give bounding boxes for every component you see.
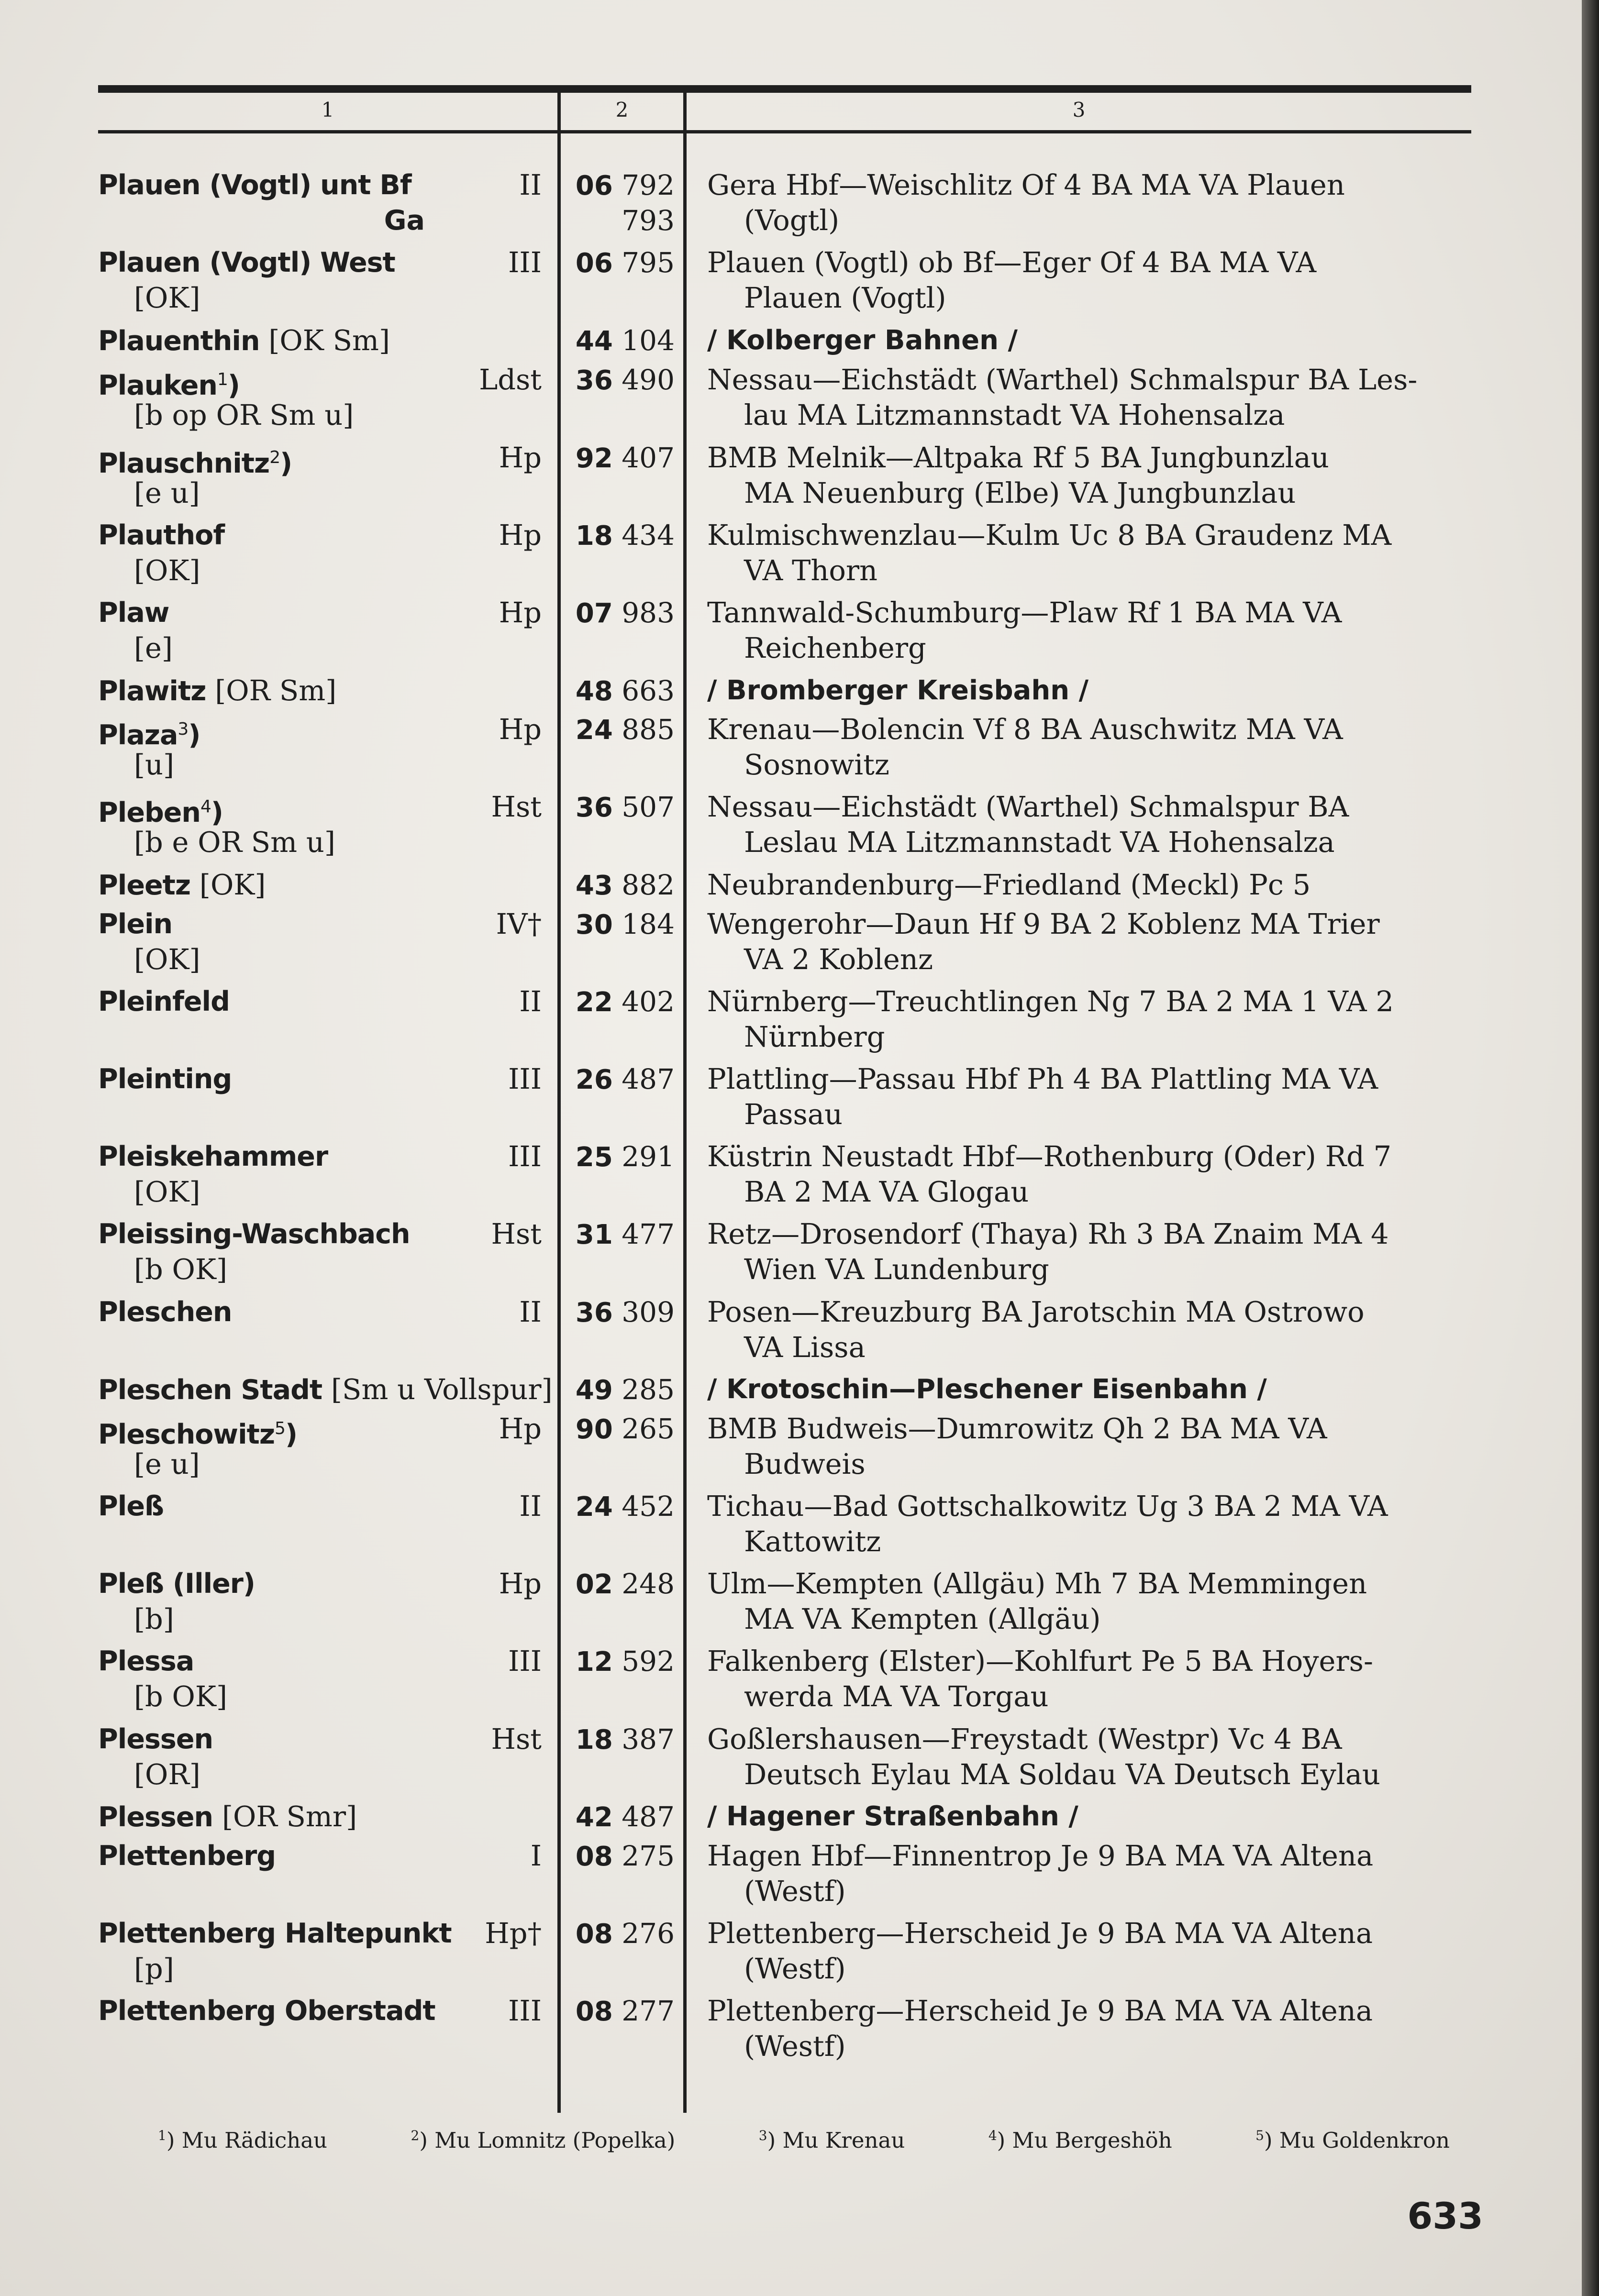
route-description-cont: Nürnberg [744, 1020, 885, 1053]
station-number-suffix: 452 [622, 1490, 675, 1523]
station-number-suffix: 795 [622, 246, 675, 279]
station-name [98, 673, 553, 709]
route-description: / Bromberger Kreisbahn / [707, 675, 1089, 706]
station-number [564, 712, 675, 748]
station-name-text: Plauen (Vogtl) unt Bf [98, 169, 411, 201]
route-description-cont: VA Lissa [744, 1331, 866, 1364]
station-number-prefix: 18 [575, 1724, 613, 1755]
station-number [564, 1799, 675, 1835]
footnote-item: $^5$) Mu Goldenkron [1255, 2128, 1450, 2153]
station-number-prefix: 07 [575, 598, 613, 629]
route-description-cont: (Vogtl) [744, 204, 840, 237]
station-remarks: [b OK] [134, 1680, 228, 1713]
route-description: Plauen (Vogtl) ob Bf—Eger Of 4 BA MA VA [707, 246, 1317, 279]
route-description: Krenau—Bolencin Vf 8 BA Auschwitz MA VA [707, 713, 1343, 746]
station-name-text: Plauen (Vogtl) West [98, 247, 395, 278]
station-remarks: [OK Sm] [268, 324, 390, 357]
route-description-cont: MA Neuenburg (Elbe) VA Jungbunzlau [744, 476, 1296, 509]
footnote-item: $^1$) Mu Rädichau [158, 2128, 328, 2153]
route-description-cont: MA VA Kempten (Allgäu) [744, 1602, 1101, 1635]
station-number-prefix: 24 [575, 1491, 613, 1523]
route-description-cont: Reichenberg [744, 631, 926, 664]
station-class: Hp [499, 519, 542, 552]
station-name [98, 323, 553, 359]
station-class: Hst [491, 790, 542, 823]
route-description: / Krotoschin—Pleschener Eisenbahn / [707, 1374, 1267, 1405]
footnote-text: Mu Goldenkron [1279, 2128, 1450, 2153]
route-description-cont: werda MA VA Torgau [744, 1680, 1049, 1713]
route-description-cont: VA 2 Koblenz [744, 943, 933, 976]
station-name: Plauken$^1$) [98, 370, 240, 401]
station-name-text: Plettenberg Haltepunkt [98, 1918, 452, 1949]
column-divider-2 [683, 92, 687, 2113]
station-class: I [530, 1839, 542, 1872]
station-number [564, 1139, 675, 1175]
station-number-suffix: 507 [622, 791, 675, 823]
station-number-suffix: 407 [622, 442, 675, 474]
station-number-suffix: 490 [622, 364, 675, 396]
station-remarks: [OR] [134, 1758, 200, 1791]
station-name-text: Plessa [98, 1645, 194, 1677]
route-description: Ulm—Kempten (Allgäu) Mh 7 BA Memmingen [707, 1567, 1367, 1600]
footnote-marker: 1 [217, 370, 228, 389]
station-number-suffix: 387 [622, 1723, 675, 1755]
station-number [564, 1993, 675, 2030]
station-name-text: Plauschnitz [98, 448, 270, 479]
station-name: Pleschowitz$^5$) [98, 1419, 298, 1450]
station-number-suffix: 487 [622, 1063, 675, 1095]
station-class: III [508, 1994, 542, 2027]
station-remarks: [b OK] [134, 1253, 228, 1286]
station-number-prefix: 31 [575, 1219, 613, 1250]
station-remarks: [OK] [134, 554, 200, 587]
station-remarks: [e] [134, 631, 173, 664]
station-number-alt: 793 [622, 204, 675, 237]
station-remarks: [e u] [134, 476, 200, 509]
station-remarks: [p] [134, 1952, 174, 1985]
station-name-text: Plawitz [98, 675, 206, 707]
station-number-prefix: 36 [575, 365, 613, 396]
station-number-prefix: 08 [575, 1919, 613, 1950]
route-description-cont: Leslau MA Litzmannstadt VA Hohensalza [744, 826, 1335, 859]
footnote-text: Mu Rädichau [181, 2128, 328, 2153]
station-name-text: Plaw [98, 597, 169, 629]
station-number [564, 323, 675, 359]
station-name-text: Pleissing-Waschbach [98, 1218, 410, 1250]
route-description-cont: Plauen (Vogtl) [744, 281, 946, 314]
station-number-prefix: 24 [575, 715, 613, 746]
station-number [564, 1294, 675, 1331]
station-name-text: Pleinfeld [98, 986, 230, 1017]
station-number [564, 1489, 675, 1525]
column-header-3: 3 [1072, 98, 1086, 121]
book-binding-edge [1582, 0, 1599, 2296]
station-number [564, 1722, 675, 1758]
route-description: BMB Budweis—Dumrowitz Qh 2 BA MA VA [707, 1412, 1327, 1445]
station-class: IV† [496, 907, 542, 940]
route-description: Tichau—Bad Gottschalkowitz Ug 3 BA 2 MA VA [707, 1490, 1388, 1523]
station-number-prefix: 43 [575, 870, 613, 901]
station-number [564, 1916, 675, 1952]
station-remarks: [OR Smr] [222, 1800, 357, 1833]
station-remarks: [b op OR Sm u] [134, 398, 354, 431]
station-number [564, 518, 675, 554]
footnotes [158, 2128, 1450, 2153]
route-description: Kulmischwenzlau—Kulm Uc 8 BA Graudenz MA [707, 519, 1392, 552]
station-class: II [519, 1490, 542, 1523]
station-number-suffix: 882 [622, 869, 675, 901]
route-description-cont: (Westf) [744, 1875, 846, 1908]
route-description: Retz—Drosendorf (Thaya) Rh 3 BA Znaim MA 4 [707, 1217, 1389, 1250]
route-description-cont: (Westf) [744, 2030, 846, 2063]
station-number-prefix: 36 [575, 1297, 613, 1328]
station-name: Plauschnitz$^2$) [98, 448, 292, 479]
station-remarks: [u] [134, 748, 175, 781]
station-number-prefix: 25 [575, 1142, 613, 1173]
footnote-item: $^4$) Mu Bergeshöh [988, 2128, 1172, 2153]
route-description-cont: Sosnowitz [744, 748, 889, 781]
column-divider-1 [557, 92, 561, 2113]
station-number-prefix: 12 [575, 1646, 613, 1678]
route-description-cont: VA Thorn [744, 554, 878, 587]
footnote-mark: 1 [158, 2128, 167, 2143]
station-number [564, 362, 675, 398]
route-description: Nessau—Eichstädt (Warthel) Schmalspur BA [707, 790, 1349, 823]
station-number-prefix: 36 [575, 792, 613, 823]
route-description-cont: Wien VA Lundenburg [744, 1253, 1049, 1286]
station-number [564, 1566, 675, 1602]
station-name: Pleben$^4$) [98, 797, 223, 828]
station-remarks: [b] [134, 1602, 174, 1635]
station-number [564, 1644, 675, 1680]
route-description: / Hagener Straßenbahn / [707, 1801, 1078, 1832]
station-class: II [519, 1295, 542, 1328]
station-number [564, 867, 675, 904]
station-number-suffix: 487 [622, 1800, 675, 1833]
station-number-prefix: 30 [575, 909, 613, 940]
station-class: III [508, 1140, 542, 1173]
station-name-text: Plein [98, 908, 173, 940]
station-number-suffix: 663 [622, 674, 675, 707]
station-number [564, 1372, 675, 1408]
station-number-suffix: 276 [622, 1917, 675, 1950]
station-remarks: [OK] [134, 1175, 200, 1208]
station-name: Plaza$^3$) [98, 719, 200, 751]
station-name-text: Plauthof [98, 519, 225, 551]
route-description: Wengerohr—Daun Hf 9 BA 2 Koblenz MA Trier [707, 907, 1380, 940]
station-name-text: Pleß [98, 1490, 164, 1522]
station-number-suffix: 265 [622, 1413, 675, 1445]
station-name-text: Pleschowitz [98, 1419, 275, 1450]
station-number [564, 245, 675, 281]
station-number-suffix: 104 [622, 324, 675, 357]
footnote-mark: 3 [758, 2128, 767, 2143]
station-name-text: Pleiskehammer [98, 1141, 328, 1172]
route-description: Tannwald-Schumburg—Plaw Rf 1 BA MA VA [707, 596, 1342, 629]
station-number-suffix: 592 [622, 1645, 675, 1678]
route-description-cont: lau MA Litzmannstadt VA Hohensalza [744, 398, 1285, 431]
route-description-cont: Passau [744, 1098, 843, 1131]
station-number [564, 984, 675, 1020]
route-description: Plattling—Passau Hbf Ph 4 BA Plattling MA VA [707, 1062, 1378, 1095]
route-description: Nessau—Eichstädt (Warthel) Schmalspur BA Les- [707, 363, 1418, 396]
station-remarks: [OR Sm] [215, 674, 337, 707]
station-name-text: Plauenthin [98, 325, 260, 357]
station-number [564, 906, 675, 943]
footnote-marker: 5 [275, 1419, 285, 1438]
station-number-suffix: 477 [622, 1218, 675, 1250]
footnote-marker: 4 [200, 797, 211, 817]
station-name [98, 867, 553, 903]
route-description: Posen—Kreuzburg BA Jarotschin MA Ostrowo [707, 1295, 1365, 1328]
station-number-prefix: 08 [575, 1996, 613, 2027]
station-number [564, 1061, 675, 1098]
route-description: Plettenberg—Herscheid Je 9 BA MA VA Altena [707, 1917, 1373, 1950]
footnote-mark: 4 [988, 2128, 997, 2143]
table-top-rule [98, 85, 1471, 93]
route-description: Gera Hbf—Weischlitz Of 4 BA MA VA Plauen [707, 168, 1345, 201]
page-number: 633 [1407, 2195, 1483, 2237]
footnote-text: Mu Bergeshöh [1012, 2128, 1172, 2153]
station-number-suffix: 434 [622, 519, 675, 552]
route-description-cont: (Westf) [744, 1952, 846, 1985]
route-description-cont: Kattowitz [744, 1525, 881, 1558]
station-number-suffix: 983 [622, 596, 675, 629]
station-number-prefix: 02 [575, 1569, 613, 1600]
station-name-text: Pleschen Stadt [98, 1374, 322, 1406]
station-number-prefix: 06 [575, 248, 613, 279]
footnote-marker: 2 [269, 448, 280, 467]
station-class: Hst [491, 1722, 542, 1755]
station-name-text: Pleschen [98, 1296, 232, 1328]
route-description: Nürnberg—Treuchtlingen Ng 7 BA 2 MA 1 VA 2 [707, 985, 1394, 1018]
station-name-text: Plettenberg [98, 1840, 276, 1872]
station-remarks: [Sm u Vollspur] [331, 1373, 553, 1406]
station-name-text: Plessen [98, 1801, 213, 1833]
station-remarks: [OK] [134, 943, 200, 976]
footnote-text: Mu Krenau [782, 2128, 905, 2153]
station-number-suffix: 277 [622, 1995, 675, 2027]
station-number [564, 1216, 675, 1253]
footnote-text: Mu Lomnitz (Popelka) [434, 2128, 676, 2153]
station-remarks: [b e OR Sm u] [134, 826, 335, 859]
station-name-text: Pleetz [98, 870, 191, 901]
station-number-suffix: 309 [622, 1296, 675, 1328]
station-class: II [519, 985, 542, 1018]
route-description: Küstrin Neustadt Hbf—Rothenburg (Oder) Rd 7 [707, 1140, 1392, 1173]
station-name [98, 1372, 553, 1408]
station-name-text: Pleinting [98, 1063, 232, 1095]
station-class: Hp [499, 713, 542, 746]
route-description: Hagen Hbf—Finnentrop Je 9 BA MA VA Altena [707, 1839, 1374, 1872]
station-number-prefix: 48 [575, 676, 613, 707]
station-class: Hp† [485, 1917, 542, 1950]
column-header-1: 1 [321, 98, 334, 121]
footnote-marker: 3 [178, 719, 189, 739]
station-name-text: Plessen [98, 1723, 213, 1755]
station-number-prefix: 90 [575, 1414, 613, 1445]
station-name-suffix: Ga [384, 205, 425, 236]
station-class: III [508, 1062, 542, 1095]
station-number [564, 1411, 675, 1447]
route-description: Plettenberg—Herscheid Je 9 BA MA VA Altena [707, 1994, 1373, 2027]
route-description: BMB Melnik—Altpaka Rf 5 BA Jungbunzlau [707, 441, 1329, 474]
station-class: III [508, 1645, 542, 1678]
footnote-mark: 2 [411, 2128, 420, 2143]
station-name [98, 1799, 553, 1835]
route-description-cont: BA 2 MA VA Glogau [744, 1175, 1029, 1208]
station-number [564, 673, 675, 709]
station-remarks: [OK] [199, 868, 266, 901]
station-remarks: [OK] [134, 281, 200, 314]
station-name-text: Plaza [98, 719, 178, 751]
station-number-prefix: 44 [575, 326, 613, 357]
route-description: Neubrandenburg—Friedland (Meckl) Pc 5 [707, 868, 1311, 901]
station-number-suffix: 275 [622, 1840, 675, 1872]
route-description: Falkenberg (Elster)—Kohlfurt Pe 5 BA Hoyers- [707, 1645, 1373, 1678]
table-header-rule [98, 130, 1471, 133]
station-class: Hp [499, 441, 542, 474]
column-header-2: 2 [615, 98, 629, 121]
station-number [564, 789, 675, 826]
station-number-prefix: 26 [575, 1064, 613, 1095]
station-number [564, 167, 675, 204]
station-number-prefix: 22 [575, 987, 613, 1018]
station-name-text: Pleben [98, 797, 201, 828]
station-class: Hp [499, 1412, 542, 1445]
station-number-prefix: 06 [575, 170, 613, 201]
station-number-prefix: 08 [575, 1841, 613, 1872]
station-number-prefix: 49 [575, 1375, 613, 1406]
station-number-suffix: 885 [622, 713, 675, 746]
route-description-cont: Budweis [744, 1447, 866, 1480]
station-number-suffix: 248 [622, 1567, 675, 1600]
station-class: II [519, 168, 542, 201]
station-class: III [508, 246, 542, 279]
station-class: Hst [491, 1217, 542, 1250]
station-number-suffix: 792 [622, 169, 675, 201]
station-number-prefix: 42 [575, 1802, 613, 1833]
station-number [564, 440, 675, 476]
route-description: Goßlershausen—Freystadt (Westpr) Vc 4 BA [707, 1722, 1342, 1755]
station-number-suffix: 291 [622, 1140, 675, 1173]
station-number [564, 1838, 675, 1875]
route-description-cont: Deutsch Eylau MA Soldau VA Deutsch Eylau [744, 1758, 1380, 1791]
route-description: / Kolberger Bahnen / [707, 325, 1018, 356]
station-remarks: [e u] [134, 1447, 200, 1480]
station-class: Ldst [479, 363, 542, 396]
station-name-text: Plettenberg Oberstadt [98, 1995, 435, 2027]
footnote-item: $^3$) Mu Krenau [758, 2128, 905, 2153]
footnote-item: $^2$) Mu Lomnitz (Popelka) [411, 2128, 676, 2153]
station-number-prefix: 92 [575, 443, 613, 474]
station-number-suffix: 402 [622, 985, 675, 1018]
station-number-suffix: 285 [622, 1373, 675, 1406]
station-name-text: Plauken [98, 370, 217, 401]
station-class: Hp [499, 596, 542, 629]
footnote-mark: 5 [1255, 2128, 1264, 2143]
station-name-text: Pleß (Iller) [98, 1568, 255, 1600]
station-class: Hp [499, 1567, 542, 1600]
station-number-suffix: 184 [622, 908, 675, 940]
station-number [564, 595, 675, 631]
station-number-prefix: 18 [575, 520, 613, 552]
